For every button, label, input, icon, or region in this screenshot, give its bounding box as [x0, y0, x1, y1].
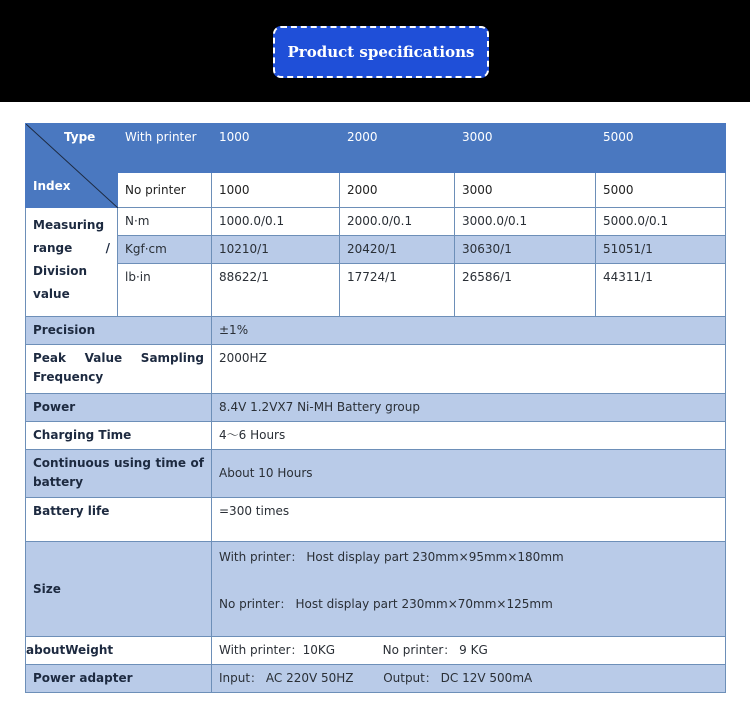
- battery-life-row: [26, 498, 726, 542]
- measuring-row-nm: [26, 208, 726, 236]
- battery-life-label: Battery life: [26, 498, 212, 542]
- weight-label: aboutWeight: [26, 637, 212, 665]
- banner-title: Product specifications: [287, 43, 475, 61]
- header-cell: 1000: [212, 124, 340, 173]
- header-cell: 2000: [340, 124, 455, 173]
- value-cell: 10210/1: [212, 236, 340, 264]
- power-label: Power: [26, 394, 212, 422]
- value-cell: 17724/1: [340, 264, 455, 317]
- header-cell: With printer: [118, 124, 212, 173]
- spec-table: [25, 123, 726, 693]
- sampling-value: 2000HZ: [212, 345, 726, 394]
- continuous-row: [26, 450, 726, 498]
- header-cell: 2000: [340, 173, 455, 208]
- size-row: [26, 542, 726, 637]
- value-cell: 44311/1: [596, 264, 726, 317]
- value-cell: 30630/1: [455, 236, 596, 264]
- header-cell: 5000: [596, 173, 726, 208]
- header-cell: 1000: [212, 173, 340, 208]
- size-with-printer: With printer： Host display part 230mm×95mm×180mm: [219, 550, 564, 564]
- sampling-row: [26, 345, 726, 394]
- precision-row: [26, 317, 726, 345]
- measuring-row-kgf: [26, 236, 726, 264]
- charging-row: [26, 422, 726, 450]
- value-cell: 1000.0/0.1: [212, 208, 340, 236]
- battery-life-value: =300 times: [212, 498, 726, 542]
- value-cell: 20420/1: [340, 236, 455, 264]
- continuous-value: About 10 Hours: [212, 450, 726, 498]
- value-cell: 88622/1: [212, 264, 340, 317]
- header-cell: 3000: [455, 124, 596, 173]
- unit-cell: N·m: [118, 208, 212, 236]
- precision-value: ±1%: [212, 317, 726, 345]
- header-cell: 5000: [596, 124, 726, 173]
- size-label: Size: [26, 542, 212, 637]
- header-banner: [0, 0, 750, 102]
- measuring-label: Measuring range / Division value: [26, 208, 118, 317]
- weight-no-printer: No printer： 9 KG: [382, 643, 488, 657]
- unit-cell: Kgf·cm: [118, 236, 212, 264]
- measuring-row-lbin: [26, 264, 726, 317]
- size-no-printer: No printer： Host display part 230mm×70mm×125mm: [219, 597, 553, 611]
- type-index-corner: [26, 124, 118, 208]
- power-value: 8.4V 1.2VX7 Ni-MH Battery group: [212, 394, 726, 422]
- size-value: [212, 542, 726, 637]
- value-cell: 3000.0/0.1: [455, 208, 596, 236]
- adapter-label: Power adapter: [26, 665, 212, 693]
- unit-cell: lb·in: [118, 264, 212, 317]
- continuous-label: Continuous using time of battery: [26, 450, 212, 498]
- header-row-with-printer: [26, 124, 726, 173]
- weight-row: [26, 637, 726, 665]
- type-label: Type: [64, 130, 96, 144]
- adapter-row: [26, 665, 726, 693]
- charging-label: Charging Time: [26, 422, 212, 450]
- title-badge: [273, 26, 489, 78]
- value-cell: 51051/1: [596, 236, 726, 264]
- index-label: Index: [33, 179, 71, 193]
- weight-with-printer: With printer：10KG: [219, 643, 336, 657]
- header-cell: 3000: [455, 173, 596, 208]
- power-row: [26, 394, 726, 422]
- header-cell: No printer: [118, 173, 212, 208]
- value-cell: 2000.0/0.1: [340, 208, 455, 236]
- precision-label: Precision: [26, 317, 212, 345]
- adapter-input: Input： AC 220V 50HZ: [219, 671, 354, 685]
- value-cell: 26586/1: [455, 264, 596, 317]
- sampling-label: Peak Value Sampling Frequency: [26, 345, 212, 394]
- header-row-no-printer: [26, 173, 726, 208]
- weight-value: [212, 637, 726, 665]
- charging-value: 4～6 Hours: [212, 422, 726, 450]
- adapter-output: Output： DC 12V 500mA: [383, 671, 533, 685]
- value-cell: 5000.0/0.1: [596, 208, 726, 236]
- adapter-value: [212, 665, 726, 693]
